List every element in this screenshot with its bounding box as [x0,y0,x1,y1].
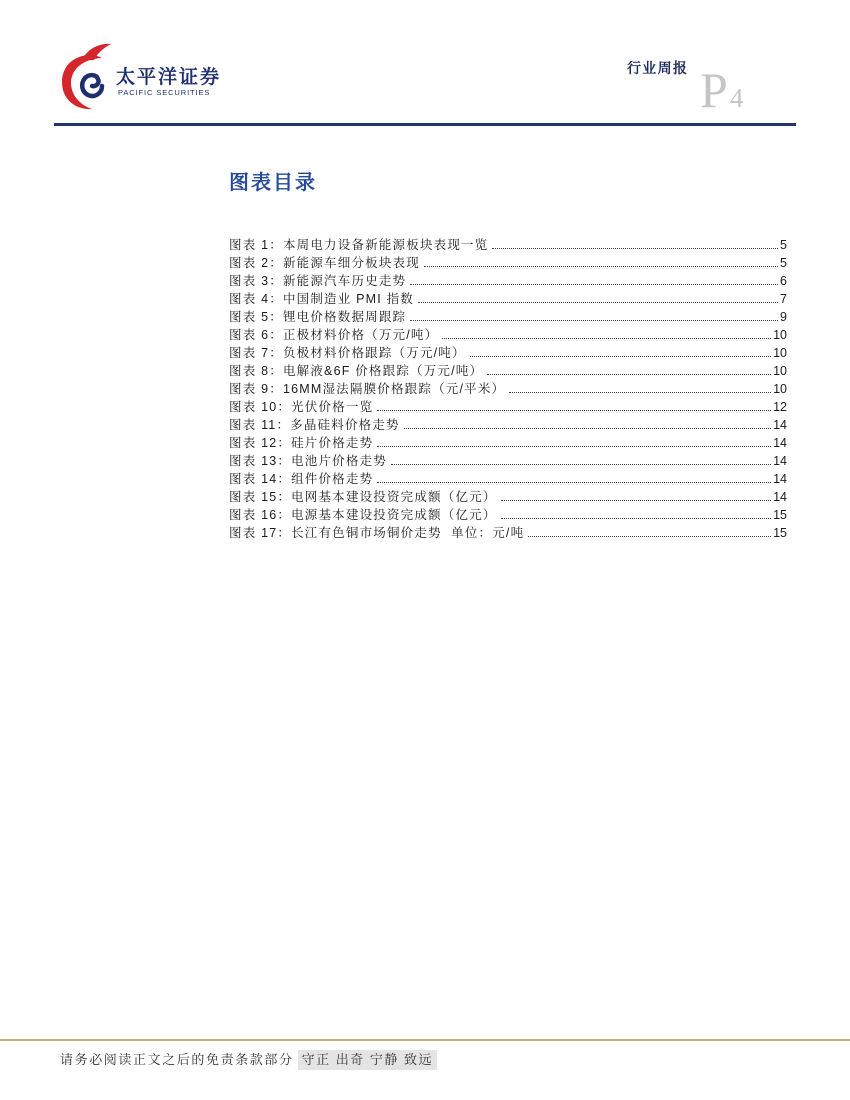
toc-entry[interactable] [229,326,787,344]
toc-entry[interactable] [229,362,787,380]
dot-leader [391,464,771,465]
logo-company-name-cn: 太平洋证券 [116,67,222,88]
header-divider [54,123,796,126]
toc-entry-label: 图表 8： [229,364,283,378]
page-marker-number: 4 [729,83,744,113]
dot-leader [501,500,772,501]
dot-leader [377,410,771,411]
toc-entry-title: 硅片价格走势 [291,436,374,450]
toc-entry-label: 图表 14： [229,472,292,486]
toc-entry-title: 多晶硅料价格走势 [290,418,400,432]
toc-entry-title: 电源基本建设投资完成额（亿元） [291,508,497,522]
toc-entry-page: 14 [773,454,787,468]
toc-list [229,236,787,542]
dot-leader [377,482,771,483]
toc-entry-label: 图表 11： [229,418,291,432]
toc-entry-page: 14 [773,418,787,432]
dot-leader [492,248,778,249]
toc-entry[interactable] [229,254,787,272]
toc-entry-page: 14 [773,436,787,450]
dot-leader [470,356,771,357]
toc-entry-label: 图表 10： [229,400,292,414]
toc-entry-page: 6 [780,274,787,288]
toc-entry[interactable] [229,488,787,506]
toc-entry[interactable] [229,398,787,416]
dot-leader [528,536,771,537]
toc-entry-page: 15 [773,526,787,540]
toc-entry-label: 图表 7： [229,346,283,360]
page-marker [700,62,744,123]
toc-entry-label: 图表 4： [229,292,283,306]
toc-entry-title: 电网基本建设投资完成额（亿元） [291,490,497,504]
toc-entry-page: 10 [773,364,787,378]
toc-entry-page: 14 [773,472,787,486]
toc-entry-page: 10 [773,346,787,360]
toc-entry-title: 新能源车细分板块表现 [282,256,420,270]
dot-leader [442,338,771,339]
toc-entry-page: 14 [773,490,787,504]
toc-entry-title: 新能源汽车历史走势 [282,274,407,288]
toc-heading: 图表目录 [229,172,317,194]
toc-entry[interactable] [229,272,787,290]
report-type: 行业周报 [627,60,689,76]
toc-entry-label: 图表 2： [229,256,283,270]
toc-entry-title: 电池片价格走势 [291,454,387,468]
toc-entry[interactable] [229,434,787,452]
toc-entry[interactable] [229,452,787,470]
toc-entry-page: 10 [773,328,787,342]
footer [60,1050,437,1070]
toc-entry-page: 12 [773,400,787,414]
toc-entry-label: 图表 15： [229,490,292,504]
toc-entry-page: 15 [773,508,787,522]
pacific-securities-logo-icon [58,42,116,110]
toc-entry-label: 图表 6： [229,328,283,342]
pacific-securities-logo [56,42,236,112]
toc-entry-label: 图表 12： [229,436,292,450]
toc-entry-page: 9 [780,310,787,324]
toc-entry-label: 图表 9： [229,382,283,396]
toc-entry-title: 本周电力设备新能源板块表现一览 [282,238,489,252]
footer-divider [0,1039,850,1041]
toc-entry-title: 组件价格走势 [291,472,374,486]
page-marker-prefix: P [700,62,728,118]
dot-leader [377,446,771,447]
dot-leader [410,284,778,285]
toc-entry[interactable] [229,506,787,524]
toc-entry-label: 图表 17： [229,526,292,540]
toc-entry-title: 长江有色铜市场铜价走势 单位：元/吨 [291,526,525,540]
toc-entry-title: 中国制造业 PMI 指数 [282,292,415,306]
dot-leader [509,392,771,393]
footer-disclaimer: 请务必阅读正文之后的免责条款部分 [60,1052,294,1067]
toc-entry-page: 7 [780,292,787,306]
toc-entry-title: 16MM湿法隔膜价格跟踪（元/平米） [282,382,506,396]
toc-entry-page: 10 [773,382,787,396]
toc-entry-label: 图表 1： [229,238,283,252]
toc-entry-label: 图表 5： [229,310,283,324]
toc-entry-title: 正极材料价格（万元/吨） [282,328,439,342]
dot-leader [487,374,771,375]
toc-entry-page: 5 [780,256,787,270]
toc-entry[interactable] [229,470,787,488]
toc-entry-label: 图表 3： [229,274,283,288]
toc-entry[interactable] [229,524,787,542]
toc-entry[interactable] [229,380,787,398]
toc-entry[interactable] [229,344,787,362]
toc-entry-title: 负极材料价格跟踪（万元/吨） [282,346,466,360]
toc-entry[interactable] [229,416,787,434]
dot-leader [424,266,778,267]
toc-entry-page: 5 [780,238,787,252]
toc-entry-label: 图表 16： [229,508,292,522]
toc-entry-label: 图表 13： [229,454,292,468]
toc-entry-title: 电解液&6F 价格跟踪（万元/吨） [282,364,484,378]
toc-entry[interactable] [229,308,787,326]
toc-entry-title: 锂电价格数据周跟踪 [282,310,407,324]
dot-leader [410,320,778,321]
toc-entry[interactable] [229,236,787,254]
toc-entry-title: 光伏价格一览 [291,400,374,414]
footer-motto: 守正 出奇 宁静 致远 [298,1050,437,1070]
dot-leader [404,428,771,429]
dot-leader [501,518,772,519]
dot-leader [418,302,778,303]
toc-entry[interactable] [229,290,787,308]
logo-company-name-en: PACIFIC SECURITIES [118,88,211,97]
